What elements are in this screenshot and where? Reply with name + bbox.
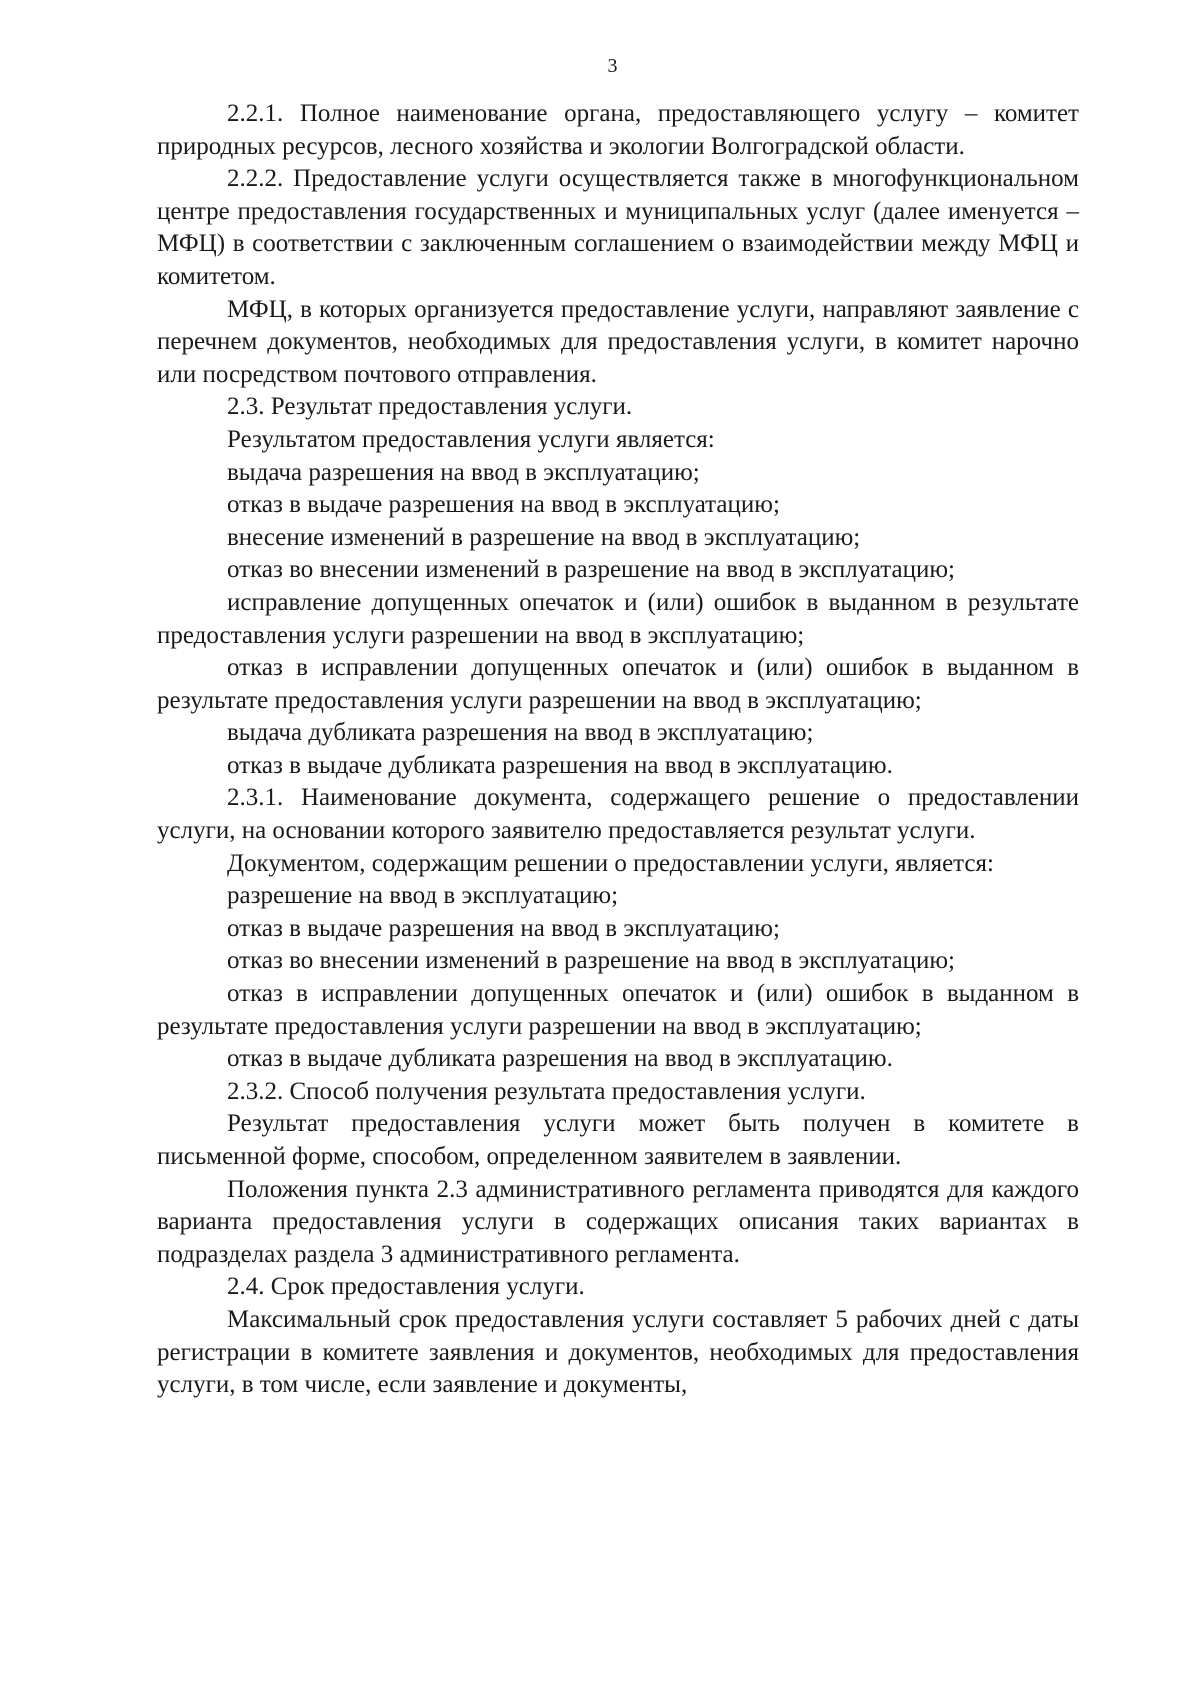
heading-2-3: 2.3. Результат предоставления услуги. xyxy=(227,393,633,421)
paragraph-result-method: Результат предоставления услуги может быть получен в комитете в письменной форме, способом, определенном заявителем в заявлении. xyxy=(157,1110,1079,1170)
page-number: 3 xyxy=(607,55,618,77)
list-item: выдача дубликата разрешения на ввод в эксплуатацию; xyxy=(227,719,814,747)
paragraph-max-term: Максимальный срок предоставления услуги составляет 5 рабочих дней с даты регистрации в комитете заявления и документов, необходимых для предоставления услуги, в том числе, если заявление и документы, xyxy=(157,1305,1079,1399)
paragraph-mfc: МФЦ, в которых организуется предоставление услуги, направляют заявление с перечнем документов, необходимых для предоставления услуги, в комитет нарочно или посредством почтового отправления. xyxy=(157,295,1079,388)
list-item: внесение изменений в разрешение на ввод в эксплуатацию; xyxy=(227,523,861,551)
document-body xyxy=(157,98,1079,1402)
list-item: выдача разрешения на ввод в эксплуатацию; xyxy=(227,458,700,486)
paragraph-document-intro: Документом, содержащим решении о предоставлении услуги, является: xyxy=(227,849,994,877)
paragraph-result-intro: Результатом предоставления услуги является: xyxy=(227,425,715,453)
list-item: отказ в исправлении допущенных опечаток и (или) ошибок в выданном в результате предоставления услуги разрешении на ввод в эксплуатацию; xyxy=(157,654,1079,714)
list-item: отказ в выдаче дубликата разрешения на ввод в эксплуатацию. xyxy=(227,1045,893,1073)
list-item: отказ в выдаче дубликата разрешения на ввод в эксплуатацию. xyxy=(227,751,893,779)
list-item: разрешение на ввод в эксплуатацию; xyxy=(227,882,619,910)
paragraph-provisions: Положения пункта 2.3 административного регламента приводятся для каждого варианта предоставления услуги в содержащих описания таких вариантах в подразделах раздела 3 административного регламента. xyxy=(157,1175,1079,1268)
list-item: отказ во внесении изменений в разрешение на ввод в эксплуатацию; xyxy=(227,556,956,584)
heading-2-4: 2.4. Срок предоставления услуги. xyxy=(227,1273,585,1301)
list-item: отказ во внесении изменений в разрешение на ввод в эксплуатацию; xyxy=(227,947,956,975)
list-item: отказ в выдаче разрешения на ввод в эксплуатацию; xyxy=(227,914,780,942)
paragraph-2-2-1: 2.2.1. Полное наименование органа, предоставляющего услугу – комитет природных ресурсов, лесного хозяйства и экологии Волгоградской области. xyxy=(157,100,1079,160)
paragraph-2-2-2: 2.2.2. Предоставление услуги осуществляется также в многофункциональном центре предоставления государственных и муниципальных услуг (далее именуется – МФЦ) в соответствии с заключенным соглашением о взаимодействии между МФЦ и комитетом. xyxy=(157,165,1079,290)
list-item: отказ в выдаче разрешения на ввод в эксплуатацию; xyxy=(227,491,780,519)
heading-2-3-1: 2.3.1. Наименование документа, содержащего решение о предоставлении услуги, на основании которого заявителю предоставляется результат услуги. xyxy=(157,784,1079,845)
list-item: исправление допущенных опечаток и (или) ошибок в выданном в результате предоставления услуги разрешении на ввод в эксплуатацию; xyxy=(157,588,1079,649)
list-item: отказ в исправлении допущенных опечаток и (или) ошибок в выданном в результате предоставления услуги разрешении на ввод в эксплуатацию; xyxy=(157,980,1079,1040)
heading-2-3-2: 2.3.2. Способ получения результата предоставления услуги. xyxy=(227,1077,866,1105)
